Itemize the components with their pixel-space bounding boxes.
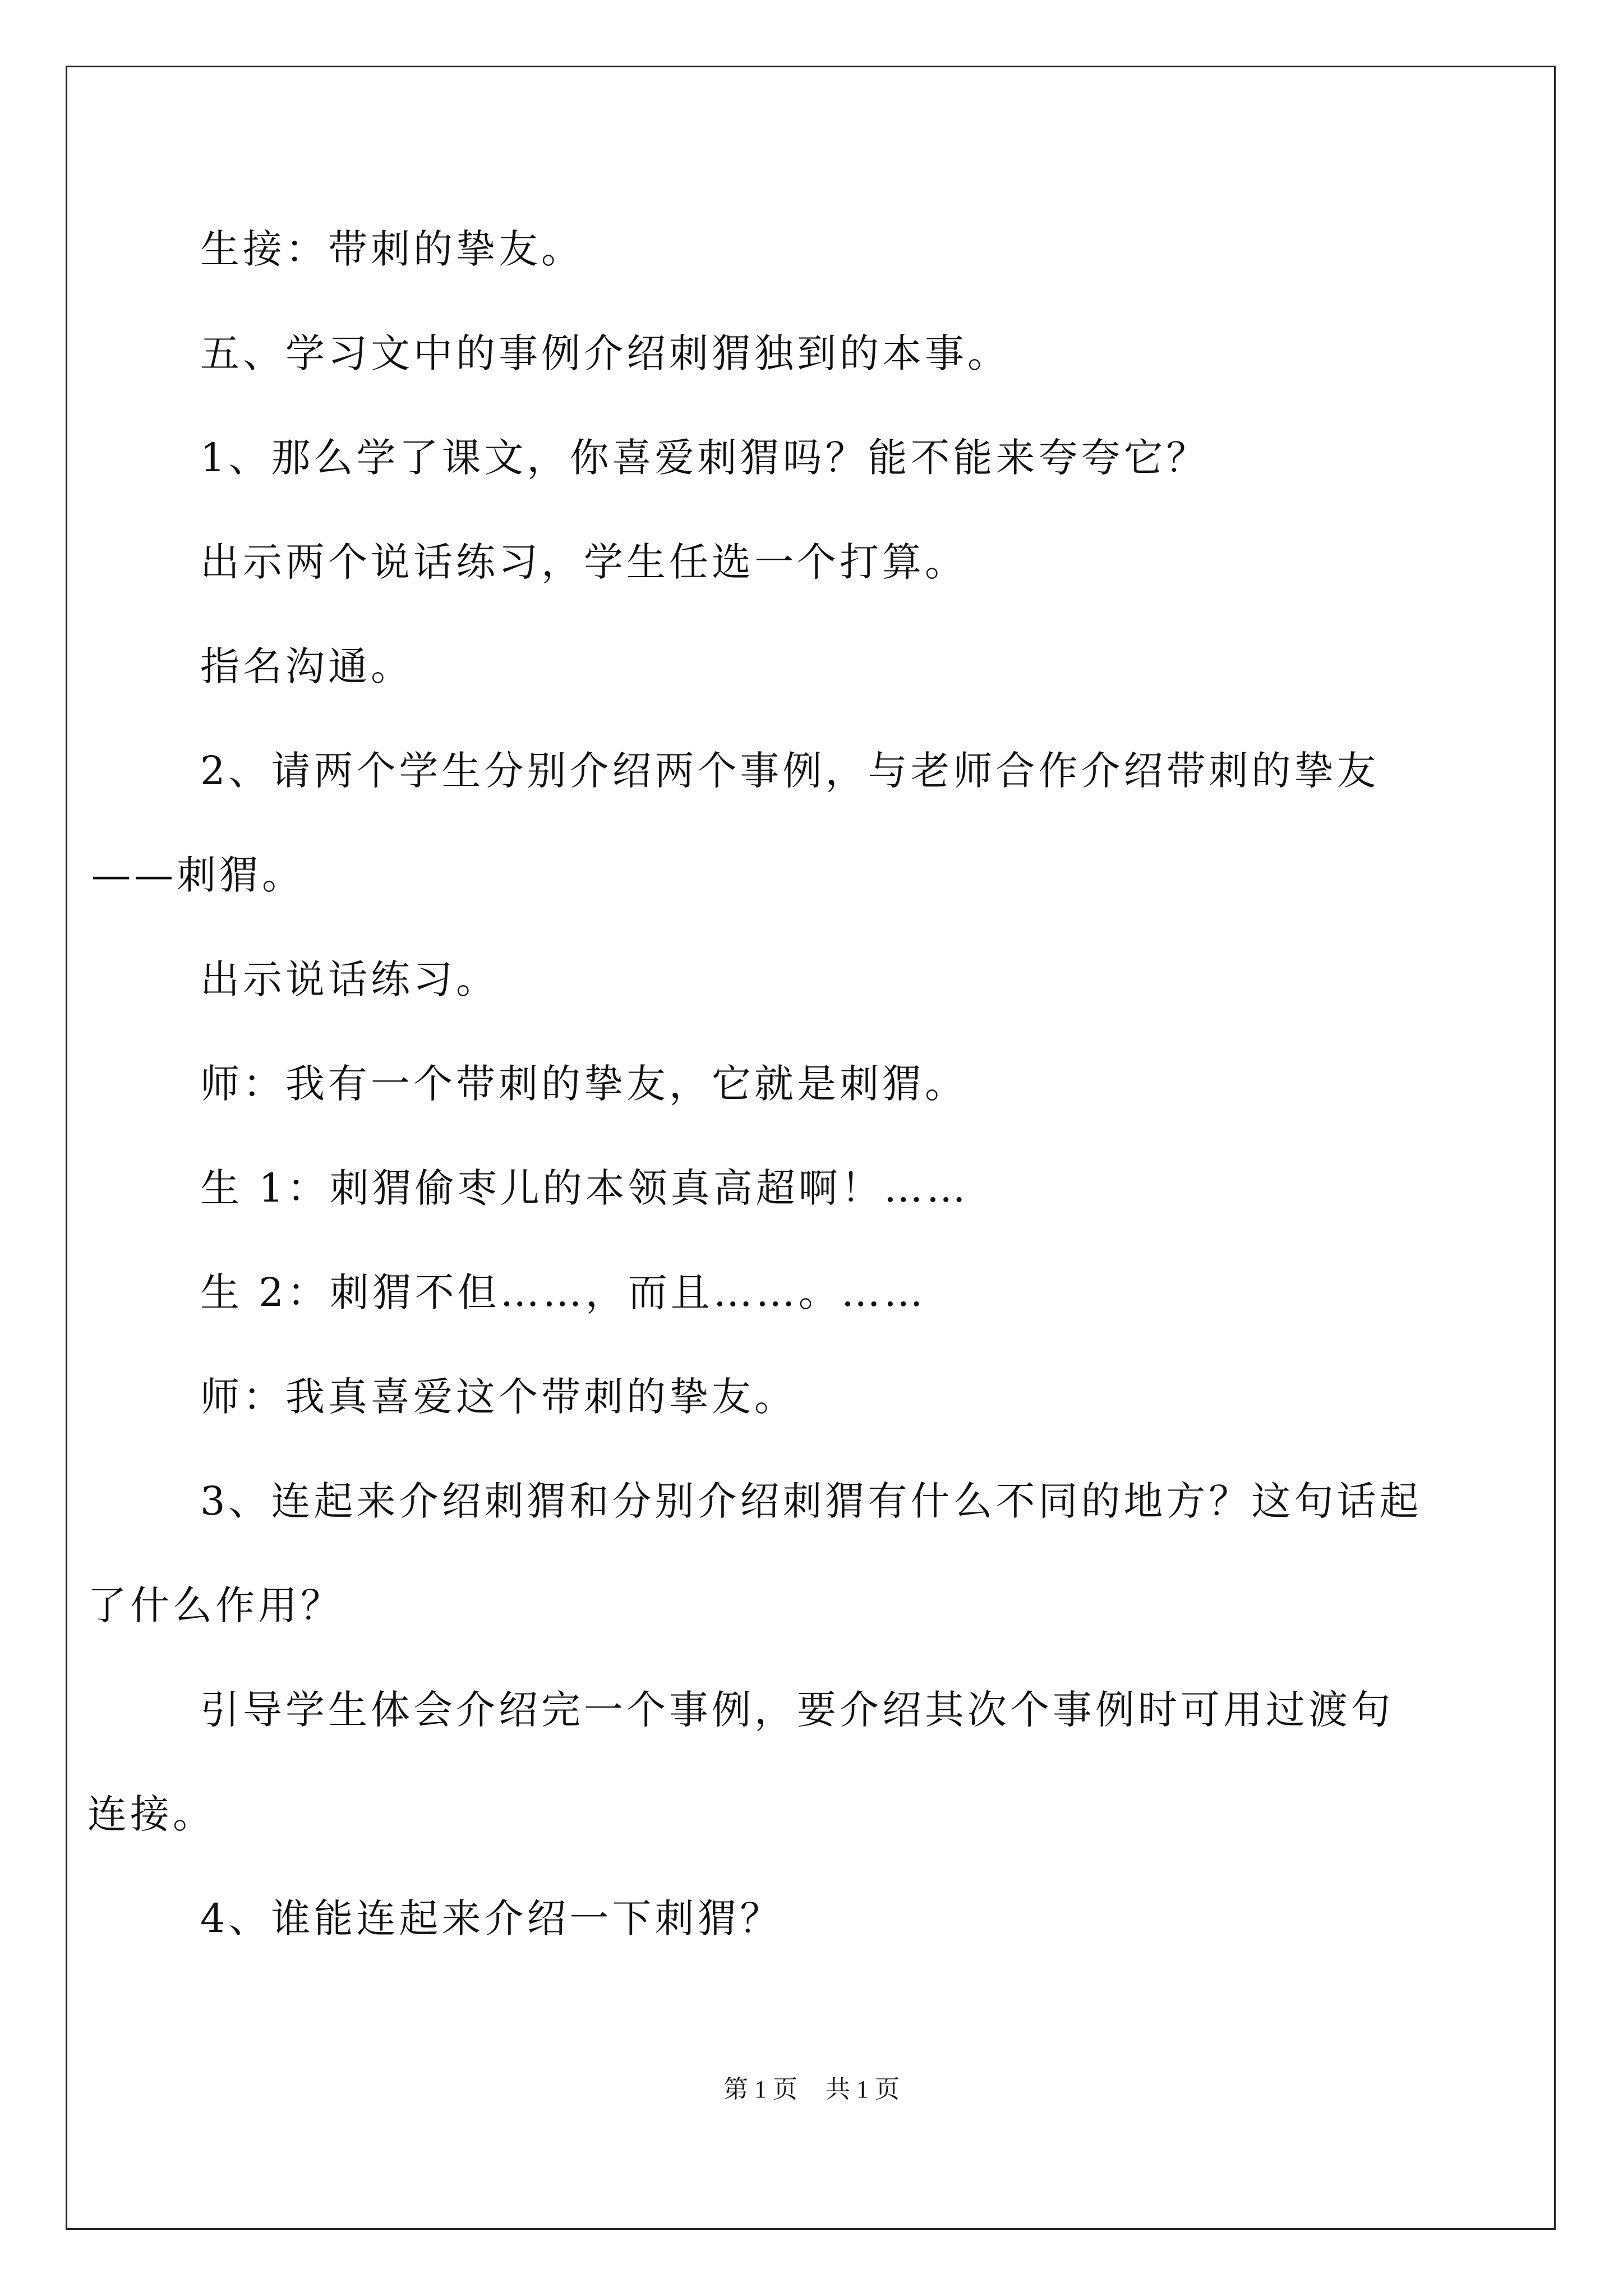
paragraph-8: 师：我有一个带刺的挚友，它就是刺猬。 xyxy=(200,1061,967,1107)
paragraph-4: 出示两个说话练习，学生任选一个打算。 xyxy=(200,539,967,585)
page-number-total: 共 1 页 xyxy=(826,2076,900,2103)
paragraph-11: 师：我真喜爱这个带刺的挚友。 xyxy=(200,1374,797,1420)
paragraph-3: 1、那么学了课文，你喜爱刺猬吗？能不能来夸夸它？ xyxy=(200,435,1209,481)
paragraph-9: 生 1：刺猬偷枣儿的本领真高超啊！…… xyxy=(200,1165,969,1211)
paragraph-13-line-1: 引导学生体会介绍完一个事例，要介绍其次个事例时可用过渡句 xyxy=(200,1687,1394,1733)
paragraph-14: 4、谁能连起来介绍一下刺猬？ xyxy=(200,1895,783,1941)
page-number-current: 第 1 页 xyxy=(723,2076,797,2103)
paragraph-6-line-1: 2、请两个学生分别介绍两个事例，与老师合作介绍带刺的挚友 xyxy=(200,748,1380,794)
page-footer xyxy=(0,2074,1623,2105)
paragraph-7: 出示说话练习。 xyxy=(200,956,499,1002)
paragraph-12-line-1: 3、连起来介绍刺猬和分别介绍刺猬有什么不同的地方？这句话起 xyxy=(200,1478,1422,1524)
paragraph-2: 五、学习文中的事例介绍刺猬独到的本事。 xyxy=(200,330,1010,376)
paragraph-5: 指名沟通。 xyxy=(200,643,413,689)
paragraph-10: 生 2：刺猬不但……，而且……。…… xyxy=(200,1269,926,1315)
paragraph-6-line-2: ——刺猬。 xyxy=(91,852,305,898)
paragraph-13-line-2: 连接。 xyxy=(87,1791,215,1837)
paragraph-12-line-2: 了什么作用？ xyxy=(87,1582,343,1628)
paragraph-1: 生接：带刺的挚友。 xyxy=(200,226,584,272)
